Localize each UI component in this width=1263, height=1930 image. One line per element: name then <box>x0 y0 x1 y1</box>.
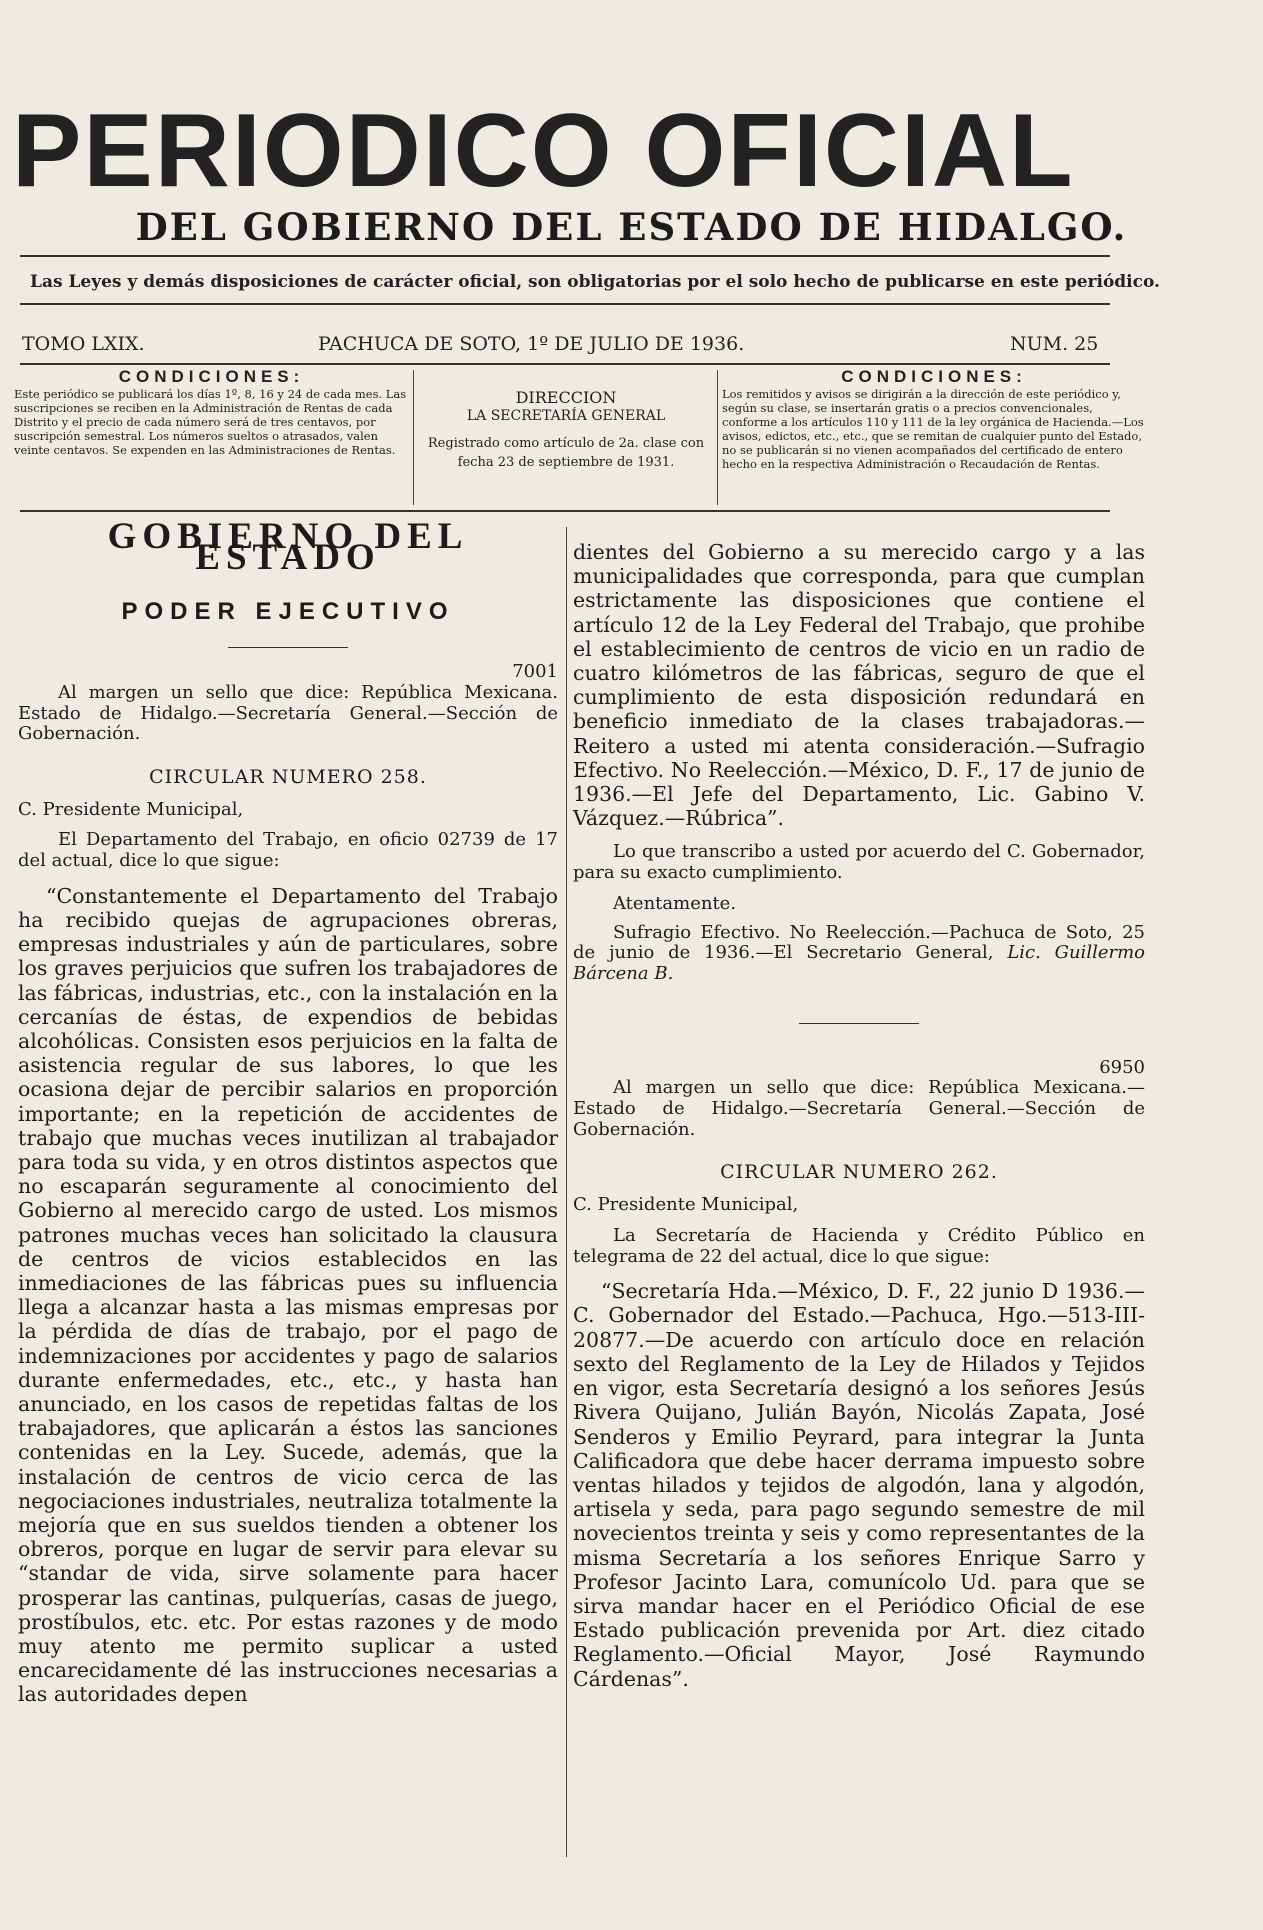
intro-left: El Departamento del Trabajo, en oficio 02739 de 17 del actual, dice lo que sigue: <box>18 829 558 872</box>
masthead-title: PERIODICO OFICIAL <box>12 93 1075 209</box>
conditions-box-left <box>14 367 409 457</box>
letter-continuation: dientes del Gobierno a su merecido cargo y a las municipalidades que corresponda, para que cumplan estrictamente las disposiciones que contiene el artículo 12 de la Ley Federal del Trabajo, que prohibe el establecimiento de centros de vicio en un radio de cuatro kilómetros de las fábricas, seguro de que el cumplimiento de esta disposición redundará en beneficio inmediato de la clases trabajadoras.—Reitero a usted mi atenta consideración.—Sufragio Efectivo. No Reelección.—México, D. F., 17 de junio de 1936.—El Jefe del Departamento, Lic. Gabino V. Vázquez.—Rúbrica”. <box>573 540 1145 831</box>
conditions-text-left: Este periódico se publicará los días 1º, 8, 16 y 24 de cada mes. Las suscripciones se reciben en la Administración de Rentas de cada Distrito y el precio de cada número será de tres centavos, por suscripción semestral. Los números sueltos o atrasados, valen veinte centavos. Se expenden en las Administraciones de Rentas. <box>14 387 407 457</box>
right-column <box>573 540 1145 1691</box>
letter-body-left: “Constantemente el Departamento del Trabajo ha recibido quejas de agrupaciones obreras, empresas industriales y aún de particulares, sobre los graves perjuicios que sufren los trabajadores de las fábricas, industrias, etc., con la instalación en la cercanías de éstas, de expendios de bebidas alcohólicas. Consisten esos perjuicios en la falta de asistencia regular de sus labores, lo que les ocasiona dejar de percibir salarios en proporción importante; en la repetición de accidentes de trabajo que muchas veces inutilizan al trabajador para toda su vida, y en otros distintos aspectos que no escaparán seguramente al conocimiento del Gobierno al merecido cargo de usted. Los mismos patrones muchas veces han solicitado la clausura de centros de vicios establecidos en las inmediaciones de las fábricas pues su influencia llega a alcanzar hasta a las mismas empresas por la pérdida de días de trabajo, por el pago de indemnizaciones por accidentes y pago de salarios durante enfermedades, etc., etc., y hasta han anunciado, en los casos de repetidas faltas de los trabajadores, que aplicarán a éstos las sanciones contenidas en la Ley. Sucede, además, que la instalación de centros de vicio cerca de las negociaciones industriales, neutraliza totalmente la mejoría que en sus sueldos tienden a obtener los obreros, porque en lugar de servir para elevar su “standar de vida, sirve solamente para hacer prosperar las cantinas, pulquerías, casas de juego, prostíbulos, etc. etc. Por estas razones y de modo muy atento me permito suplicar a usted encarecidamente dé las instrucciones necesarias a las autoridades depen <box>18 883 558 1707</box>
short-rule-right <box>799 1023 919 1024</box>
direction-heading: DIRECCION <box>515 388 617 407</box>
conditions-heading-left: CONDICIONES: <box>118 367 305 386</box>
transcribe-text: Lo que transcribo a usted por acuerdo del C. Gobernador, para su exacto cumplimiento. <box>573 841 1145 884</box>
legal-notice: Las Leyes y demás disposiciones de carácter oficial, son obligatorias por el solo hecho de publicarse en este periódico. <box>30 272 1160 292</box>
addressee-right: C. Presidente Municipal, <box>573 1194 799 1216</box>
column-divider <box>566 527 567 1857</box>
box-divider-1 <box>413 370 414 505</box>
heading-poder-ejecutivo: PODER EJECUTIVO <box>121 598 455 626</box>
conditions-box-right <box>722 367 1146 471</box>
place-date: PACHUCA DE SOTO, 1º DE JULIO DE 1936. <box>318 333 745 355</box>
addressee-left: C. Presidente Municipal, <box>18 798 244 820</box>
masthead-subtitle: DEL GOBIERNO DEL ESTADO DE HIDALGO. <box>135 205 1128 249</box>
left-column <box>18 516 558 1707</box>
heading-gobierno: GOBIERNO DEL ESTADO <box>107 516 469 578</box>
short-rule-left <box>228 647 348 648</box>
telegram-body: “Secretaría Hda.—México, D. F., 22 junio D 1936.—C. Gobernador del Estado.—Pachuca, Hgo.—513-III-20877.—De acuerdo con artículo doce en relación sexto del Reglamento de la Ley de Hilados y Tejidos en vigor, esta Secretaría designó a los señores Jesús Rivera Quijano, Julián Bayón, Nicolás Zapata, José Senderos y Emilio Peyrard, para integrar la Junta Calificadora que debe hacer derrama impuesto sobre ventas hilados y tejidos de algodón, lana y algodón, artisela y seda, para pago segundo semestre de mil novecientos treinta y seis y como representantes de la misma Secretaría a los señores Enrique Sarro y Profesor Jacinto Lara, comunícolo Ud. para que se sirva mandar hacer en el Periódico Oficial de ese Estado publicación prevenida por Art. diez citado Reglamento.—Oficial Mayor, José Raymundo Cárdenas”. <box>573 1279 1145 1691</box>
intro-right: La Secretaría de Hacienda y Crédito Público en telegrama de 22 del actual, dice lo que sigue: <box>573 1224 1145 1267</box>
tomo-label: TOMO LXIX. <box>22 333 145 355</box>
box-divider-2 <box>717 370 718 505</box>
document-number-7001: 7001 <box>512 661 558 683</box>
top-rule <box>20 255 1110 257</box>
direction-secretaria: LA SECRETARÍA GENERAL <box>466 408 666 424</box>
circular-258-title: CIRCULAR NUMERO 258. <box>149 765 427 788</box>
issue-rule <box>20 363 1110 365</box>
notice-rule <box>20 303 1110 305</box>
direction-box <box>418 388 714 472</box>
stamp-text-right: Al margen un sello que dice: República Mexicana.—Estado de Hidalgo.—Secretaría General.—Sección de Gobernación. <box>573 1077 1145 1140</box>
signature-name: Lic. Guillermo Bárcena B. <box>573 942 1145 984</box>
boxes-rule <box>20 510 1110 512</box>
signature-block <box>573 923 1145 985</box>
issue-number: NUM. 25 <box>1010 333 1099 355</box>
conditions-text-right: Los remitidos y avisos se dirigirán a la dirección de este periódico y, según su clase, se insertarán gratis o a precios convencionales, conforme a los artículos 110 y 111 de la ley orgánica de Hacienda.—Los avisos, edictos, etc., etc., que se remitan de cualquier punto del Estado, no se publicarán si no vienen acompañados del certificado de entero hecho en la respectiva Administración o Recaudación de Rentas. <box>722 387 1144 471</box>
stamp-text-left: Al margen un sello que dice: República Mexicana. Estado de Hidalgo.—Secretaría General.—Sección de Gobernación. <box>18 681 558 745</box>
closing-atentamente: Atentamente. <box>613 892 737 914</box>
signature-text: Sufragio Efectivo. No Reelección.—Pachuca de Soto, 25 de junio de 1936.—El Secretario General, <box>573 921 1145 964</box>
direction-registration: Registrado como artículo de 2a. clase con fecha 23 de septiembre de 1931. <box>427 436 705 470</box>
circular-262-title: CIRCULAR NUMERO 262. <box>720 1161 998 1184</box>
document-number-6950: 6950 <box>1099 1056 1145 1078</box>
conditions-heading-right: CONDICIONES: <box>841 367 1027 386</box>
